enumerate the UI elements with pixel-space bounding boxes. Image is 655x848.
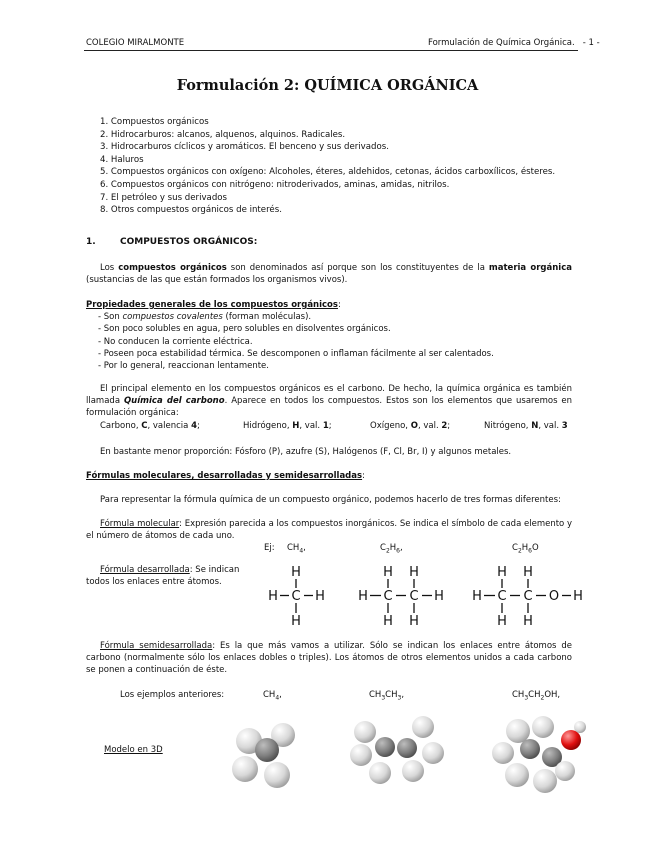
developed-formula-label: Fórmula desarrollada: Se indican [100, 565, 240, 575]
atom-h: H [472, 589, 482, 604]
atom-h: H [315, 589, 325, 604]
examples-label: Los ejemplos anteriores: [120, 690, 225, 700]
ethanol-model [492, 716, 586, 793]
toc-item: 1. Compuestos orgánicos [100, 117, 209, 127]
developed-formula-text: todos los enlaces entre átomos. [86, 577, 222, 587]
principal-paragraph: El principal elemento en los compuestos orgánicos es el carbono. De hecho, la química orgánica es también llamada Química del carbono. Aparece en todos los compuestos. Estos son los elementos que usaremos en formulación orgánica: [86, 384, 573, 419]
toc-item: 6. Compuestos orgánicos con nitrógeno: nitroderivados, aminas, amidas, nitrilos. [100, 179, 450, 190]
header-school: COLEGIO MIRALMONTE [86, 38, 185, 48]
molecular-c2h6o: $C_2H_6O$ [512, 543, 539, 555]
atom-c: C [409, 589, 419, 604]
toc-item: 3. Hidrocarburos cíclicos y aromáticos. El benceno y sus derivados. [100, 142, 389, 153]
atom-h: H [497, 565, 507, 580]
toc-item: 5. Compuestos orgánicos con oxígeno: Alcoholes, éteres, aldehidos, cetonas, ácidos carboxílicos, ésteres. [100, 167, 556, 178]
semi-ethanol: $CH_3CH_2OH$, [512, 690, 561, 702]
atom-h: H [409, 614, 419, 629]
ethane-model [350, 716, 444, 784]
properties-heading: Propiedades generales de los compuestos orgánicos [86, 300, 338, 310]
table-of-contents [100, 116, 555, 217]
atom-h: H [573, 589, 583, 604]
element-hydrogen: Hidrógeno, H, val. 1; [243, 421, 332, 431]
header-page: - 1 - [582, 38, 600, 48]
structural-formulas [255, 560, 585, 632]
atom-h: H [434, 589, 444, 604]
formulas-heading: Fórmulas moleculares, desarrolladas y semidesarrolladas: [86, 471, 365, 481]
atom-c: C [497, 589, 507, 604]
atom-h: H [409, 565, 419, 580]
atom-h: H [383, 565, 393, 580]
molecule-models-3d [225, 705, 595, 815]
property-item: - Poseen poca estabilidad térmica. Se descomponen o inflaman fácilmente al ser calentados. [98, 348, 494, 359]
toc-item: 4. Haluros [100, 154, 144, 165]
toc-item: 2. Hidrocarburos: alcanos, alquenos, alquinos. Radicales. [100, 129, 346, 140]
atom-h: H [291, 565, 301, 580]
element-carbon: Carbono, C, valencia 4; [100, 421, 200, 431]
example-label: Ej: [264, 543, 275, 553]
section-heading [86, 237, 257, 247]
section-title: COMPUESTOS ORGÁNICOS: [120, 237, 258, 247]
property-item: - Son poco solubles en agua, pero solubles en disolventes orgánicos. [98, 324, 391, 335]
molecular-ch4: $CH_4$, [287, 543, 306, 555]
atom-h: H [291, 614, 301, 629]
toc-item: 8. Otros compuestos orgánicos de interés. [100, 205, 282, 216]
page-title: Formulación 2: QUÍMICA ORGÁNICA [176, 77, 479, 94]
toc-item: 7. El petróleo y sus derivados [100, 192, 228, 203]
property-item: - No conducen la corriente eléctrica. [98, 336, 253, 347]
atom-h: H [383, 614, 393, 629]
semi-ch4: $CH_4$, [263, 690, 282, 702]
atom-c: C [383, 589, 393, 604]
atom-h: H [358, 589, 368, 604]
header-doc-title: Formulación de Química Orgánica. - 1 - [428, 38, 600, 48]
molecular-formula-paragraph: Fórmula molecular: Expresión parecida a los compuestos inorgánicos. Se indica el símbolo de cada elemento y el número de átomos de cada uno. [86, 519, 572, 542]
model-3d-label: Modelo en 3D [104, 745, 163, 755]
atom-h: H [497, 614, 507, 629]
atom-h: H [523, 565, 533, 580]
header-rule [84, 50, 578, 51]
properties-block: Propiedades generales de los compuestos orgánicos: - Son compuestos covalentes (forman moléculas). - Son poco solubles en agua, pero solubles en disolventes orgánicos. - No conducen la corriente eléctrica. - Poseen poca estabilidad térmica. Se descomponen o inflaman fácilmente al ser calentados. - Por lo general, reaccionan lentamente. [86, 299, 572, 372]
lesser-elements: En bastante menor proporción: Fósforo (P), azufre (S), Halógenos (F, Cl, Br, I) y algunos metales. [100, 447, 512, 457]
atom-h: H [268, 589, 278, 604]
semi-ethane: $CH_3CH_3$, [369, 690, 405, 702]
property-item: - Por lo general, reaccionan lentamente. [98, 361, 269, 372]
atom-h: H [523, 614, 533, 629]
atom-c: C [523, 589, 533, 604]
methane-model [232, 723, 295, 788]
semi-developed-paragraph: Fórmula semidesarrollada: Es la que más vamos a utilizar. Sólo se indican los enlaces entre átomos de carbono (normalmente sólo los enlaces dobles o triples). Los átomos de otros elementos unidos a cada carbono se ponen a continuación de éste. [86, 641, 572, 676]
atom-c: C [291, 589, 301, 604]
atom-o: O [548, 589, 560, 604]
section-number: 1. [86, 237, 96, 247]
molecular-c2h6: $C_2H_6$, [380, 543, 403, 555]
formulas-intro: Para representar la fórmula química de un compuesto orgánico, podemos hacerlo de tres formas diferentes: [100, 495, 561, 505]
element-nitrogen: Nitrógeno, N, val. 3 [484, 421, 568, 431]
intro-paragraph: Los compuestos orgánicos son denominados así porque son los constituyentes de la materia orgánica (sustancias de las que están formados los organismos vivos). [86, 263, 572, 286]
element-oxygen: Oxígeno, O, val. 2; [370, 421, 451, 431]
